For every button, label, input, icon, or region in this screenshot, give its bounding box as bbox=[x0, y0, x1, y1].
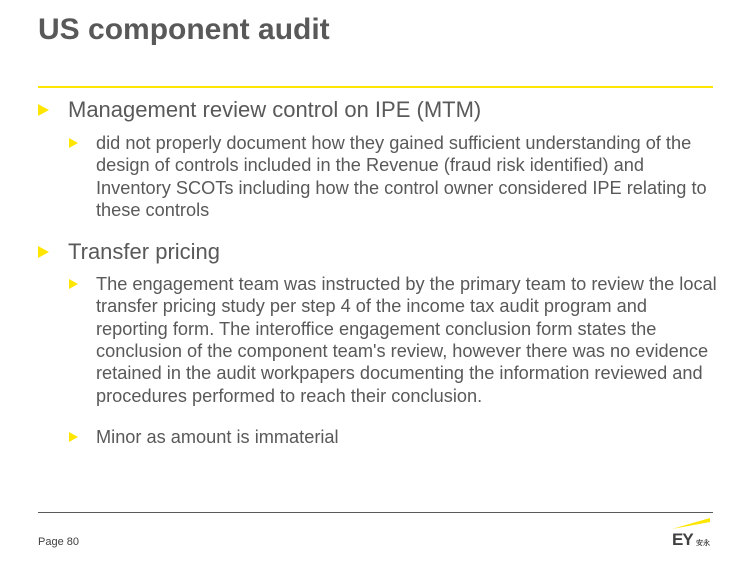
yellow-arrow-bullet-icon bbox=[38, 104, 49, 116]
sub-bullet-transfer-detail bbox=[38, 273, 718, 407]
yellow-arrow-bullet-icon bbox=[69, 138, 78, 148]
yellow-arrow-bullet-icon bbox=[38, 246, 49, 258]
slide-title: US component audit bbox=[38, 13, 330, 46]
ey-logo-text: EY bbox=[672, 530, 693, 549]
bullet-mtm bbox=[38, 96, 718, 123]
bullet-transfer-pricing bbox=[38, 238, 718, 265]
yellow-arrow-bullet-icon bbox=[69, 432, 78, 442]
sub-bullet-text: did not properly document how they gained sufficient understanding of the design of controls included in the Revenue (fraud risk identified) and Inventory SCOTs including how the control owner considered IPE relating to these controls bbox=[96, 133, 707, 220]
ey-logo bbox=[670, 516, 714, 552]
sub-bullet-text: The engagement team was instructed by the primary team to review the local transfer pricing study per step 4 of the income tax audit program and reporting form. The interoffice engagement conclusion form states the conclusion of the component team's review, however there was no evidence retained in the audit workpapers documenting the information reviewed and procedures performed to reach their conclusion. bbox=[96, 274, 717, 406]
sub-bullet-mtm-detail bbox=[38, 132, 718, 221]
footer-divider bbox=[38, 512, 713, 513]
page-number: Page 80 bbox=[38, 536, 79, 548]
ey-logo-subtext: 安永 bbox=[696, 540, 710, 547]
bullet-mtm-text: Management review control on IPE (MTM) bbox=[68, 97, 482, 122]
yellow-arrow-bullet-icon bbox=[69, 279, 78, 289]
sub-bullet-text: Minor as amount is immaterial bbox=[96, 426, 339, 447]
ey-logo-beam-icon bbox=[670, 516, 714, 530]
slide-content bbox=[38, 95, 718, 448]
title-divider bbox=[38, 86, 713, 88]
sub-bullet-minor bbox=[38, 426, 718, 448]
bullet-transfer-pricing-text: Transfer pricing bbox=[68, 239, 221, 265]
